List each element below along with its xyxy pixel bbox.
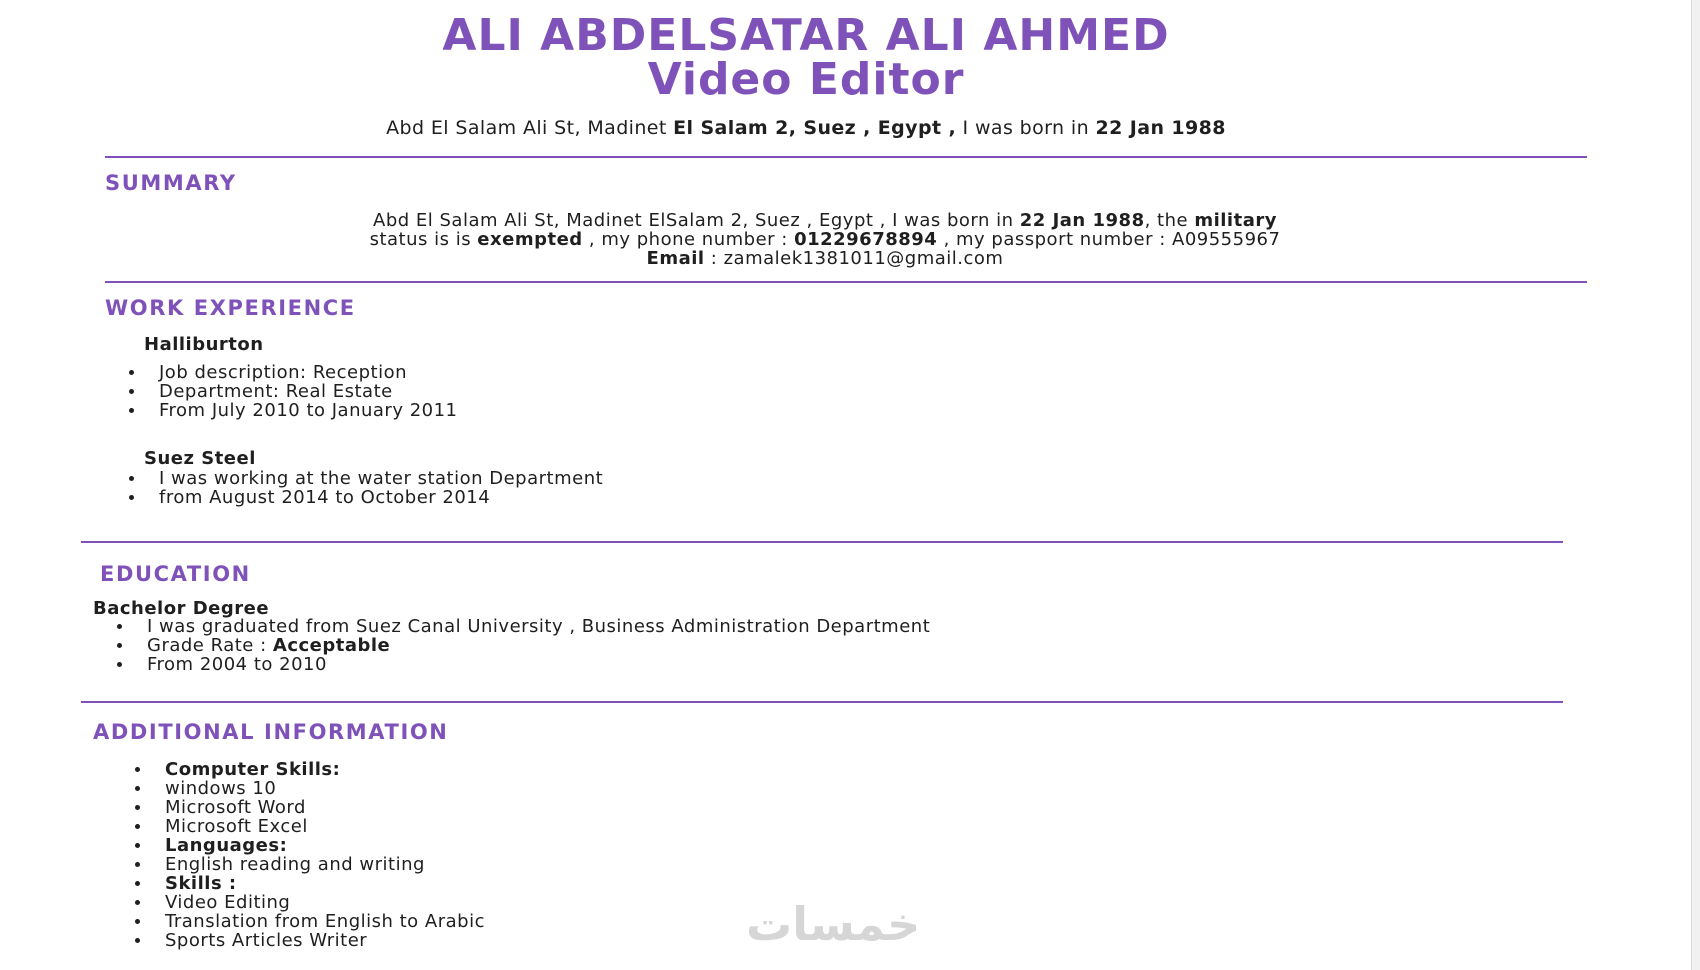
address-text: Abd El Salam Ali St, Madinet	[386, 117, 674, 139]
grade-value: Acceptable	[272, 635, 391, 656]
job-2-list	[129, 469, 603, 507]
work-experience-heading: WORK EXPERIENCE	[105, 296, 356, 320]
birth-date: 22 Jan 1988	[1095, 117, 1226, 139]
summary-bold: military	[1194, 210, 1277, 231]
address-city: El Salam 2, Suez , Egypt ,	[673, 117, 957, 139]
watermark-logo: خمسات	[746, 897, 921, 951]
email-address: : zamalek1381011@gmail.com	[704, 248, 1004, 269]
candidate-name: ALI ABDELSATAR ALI AHMED	[442, 10, 1170, 61]
summary-bold: 22 Jan 1988	[1019, 210, 1145, 231]
list-item: Microsoft Excel	[135, 817, 485, 836]
list-item: I was graduated from Suez Canal University , Business Administration Department	[117, 617, 930, 636]
summary-text	[130, 211, 1520, 268]
education-heading: EDUCATION	[100, 562, 251, 586]
list-item: I was working at the water station Department	[129, 469, 603, 488]
list-item: Skills :	[135, 874, 485, 893]
resume-title-block	[0, 10, 1612, 105]
list-item: Translation from English to Arabic	[135, 912, 485, 931]
list-item: windows 10	[135, 779, 485, 798]
vertical-scrollbar[interactable]	[1691, 0, 1700, 970]
list-item: Sports Articles Writer	[135, 931, 485, 950]
summary-part: status is is	[369, 229, 478, 250]
divider-3	[81, 541, 1563, 543]
additional-info-heading: ADDITIONAL INFORMATION	[93, 720, 449, 744]
job-1-list	[129, 363, 458, 420]
divider-2	[105, 281, 1587, 283]
summary-part: , my phone number :	[582, 229, 795, 250]
email-label: Email	[646, 248, 705, 269]
list-item: From July 2010 to January 2011	[129, 401, 458, 420]
grade-label: Grade Rate :	[147, 635, 273, 656]
summary-bold: exempted	[477, 229, 583, 250]
job-title: Video Editor	[647, 54, 965, 105]
list-item: Video Editing	[135, 893, 485, 912]
list-item: from August 2014 to October 2014	[129, 488, 603, 507]
summary-part: , my passport number : A09555967	[937, 229, 1281, 250]
education-list	[117, 617, 930, 674]
address-line	[0, 117, 1612, 139]
list-item: Languages:	[135, 836, 485, 855]
additional-info-list	[135, 760, 485, 950]
list-item: Department: Real Estate	[129, 382, 458, 401]
address-birth-text: I was born in	[956, 117, 1096, 139]
list-item: Computer Skills:	[135, 760, 485, 779]
degree-name: Bachelor Degree	[93, 598, 270, 619]
list-item: English reading and writing	[135, 855, 485, 874]
company-name: Halliburton	[144, 334, 264, 355]
phone-number: 01229678894	[794, 229, 938, 250]
divider-1	[105, 156, 1587, 158]
list-item: Microsoft Word	[135, 798, 485, 817]
list-item	[117, 636, 930, 655]
company-name: Suez Steel	[144, 448, 256, 469]
list-item: Job description: Reception	[129, 363, 458, 382]
divider-4	[81, 701, 1563, 703]
summary-heading: SUMMARY	[105, 171, 237, 195]
summary-part: , the	[1144, 210, 1195, 231]
summary-part: Abd El Salam Ali St, Madinet ElSalam 2, Suez , Egypt , I was born in	[373, 210, 1020, 231]
list-item: From 2004 to 2010	[117, 655, 930, 674]
